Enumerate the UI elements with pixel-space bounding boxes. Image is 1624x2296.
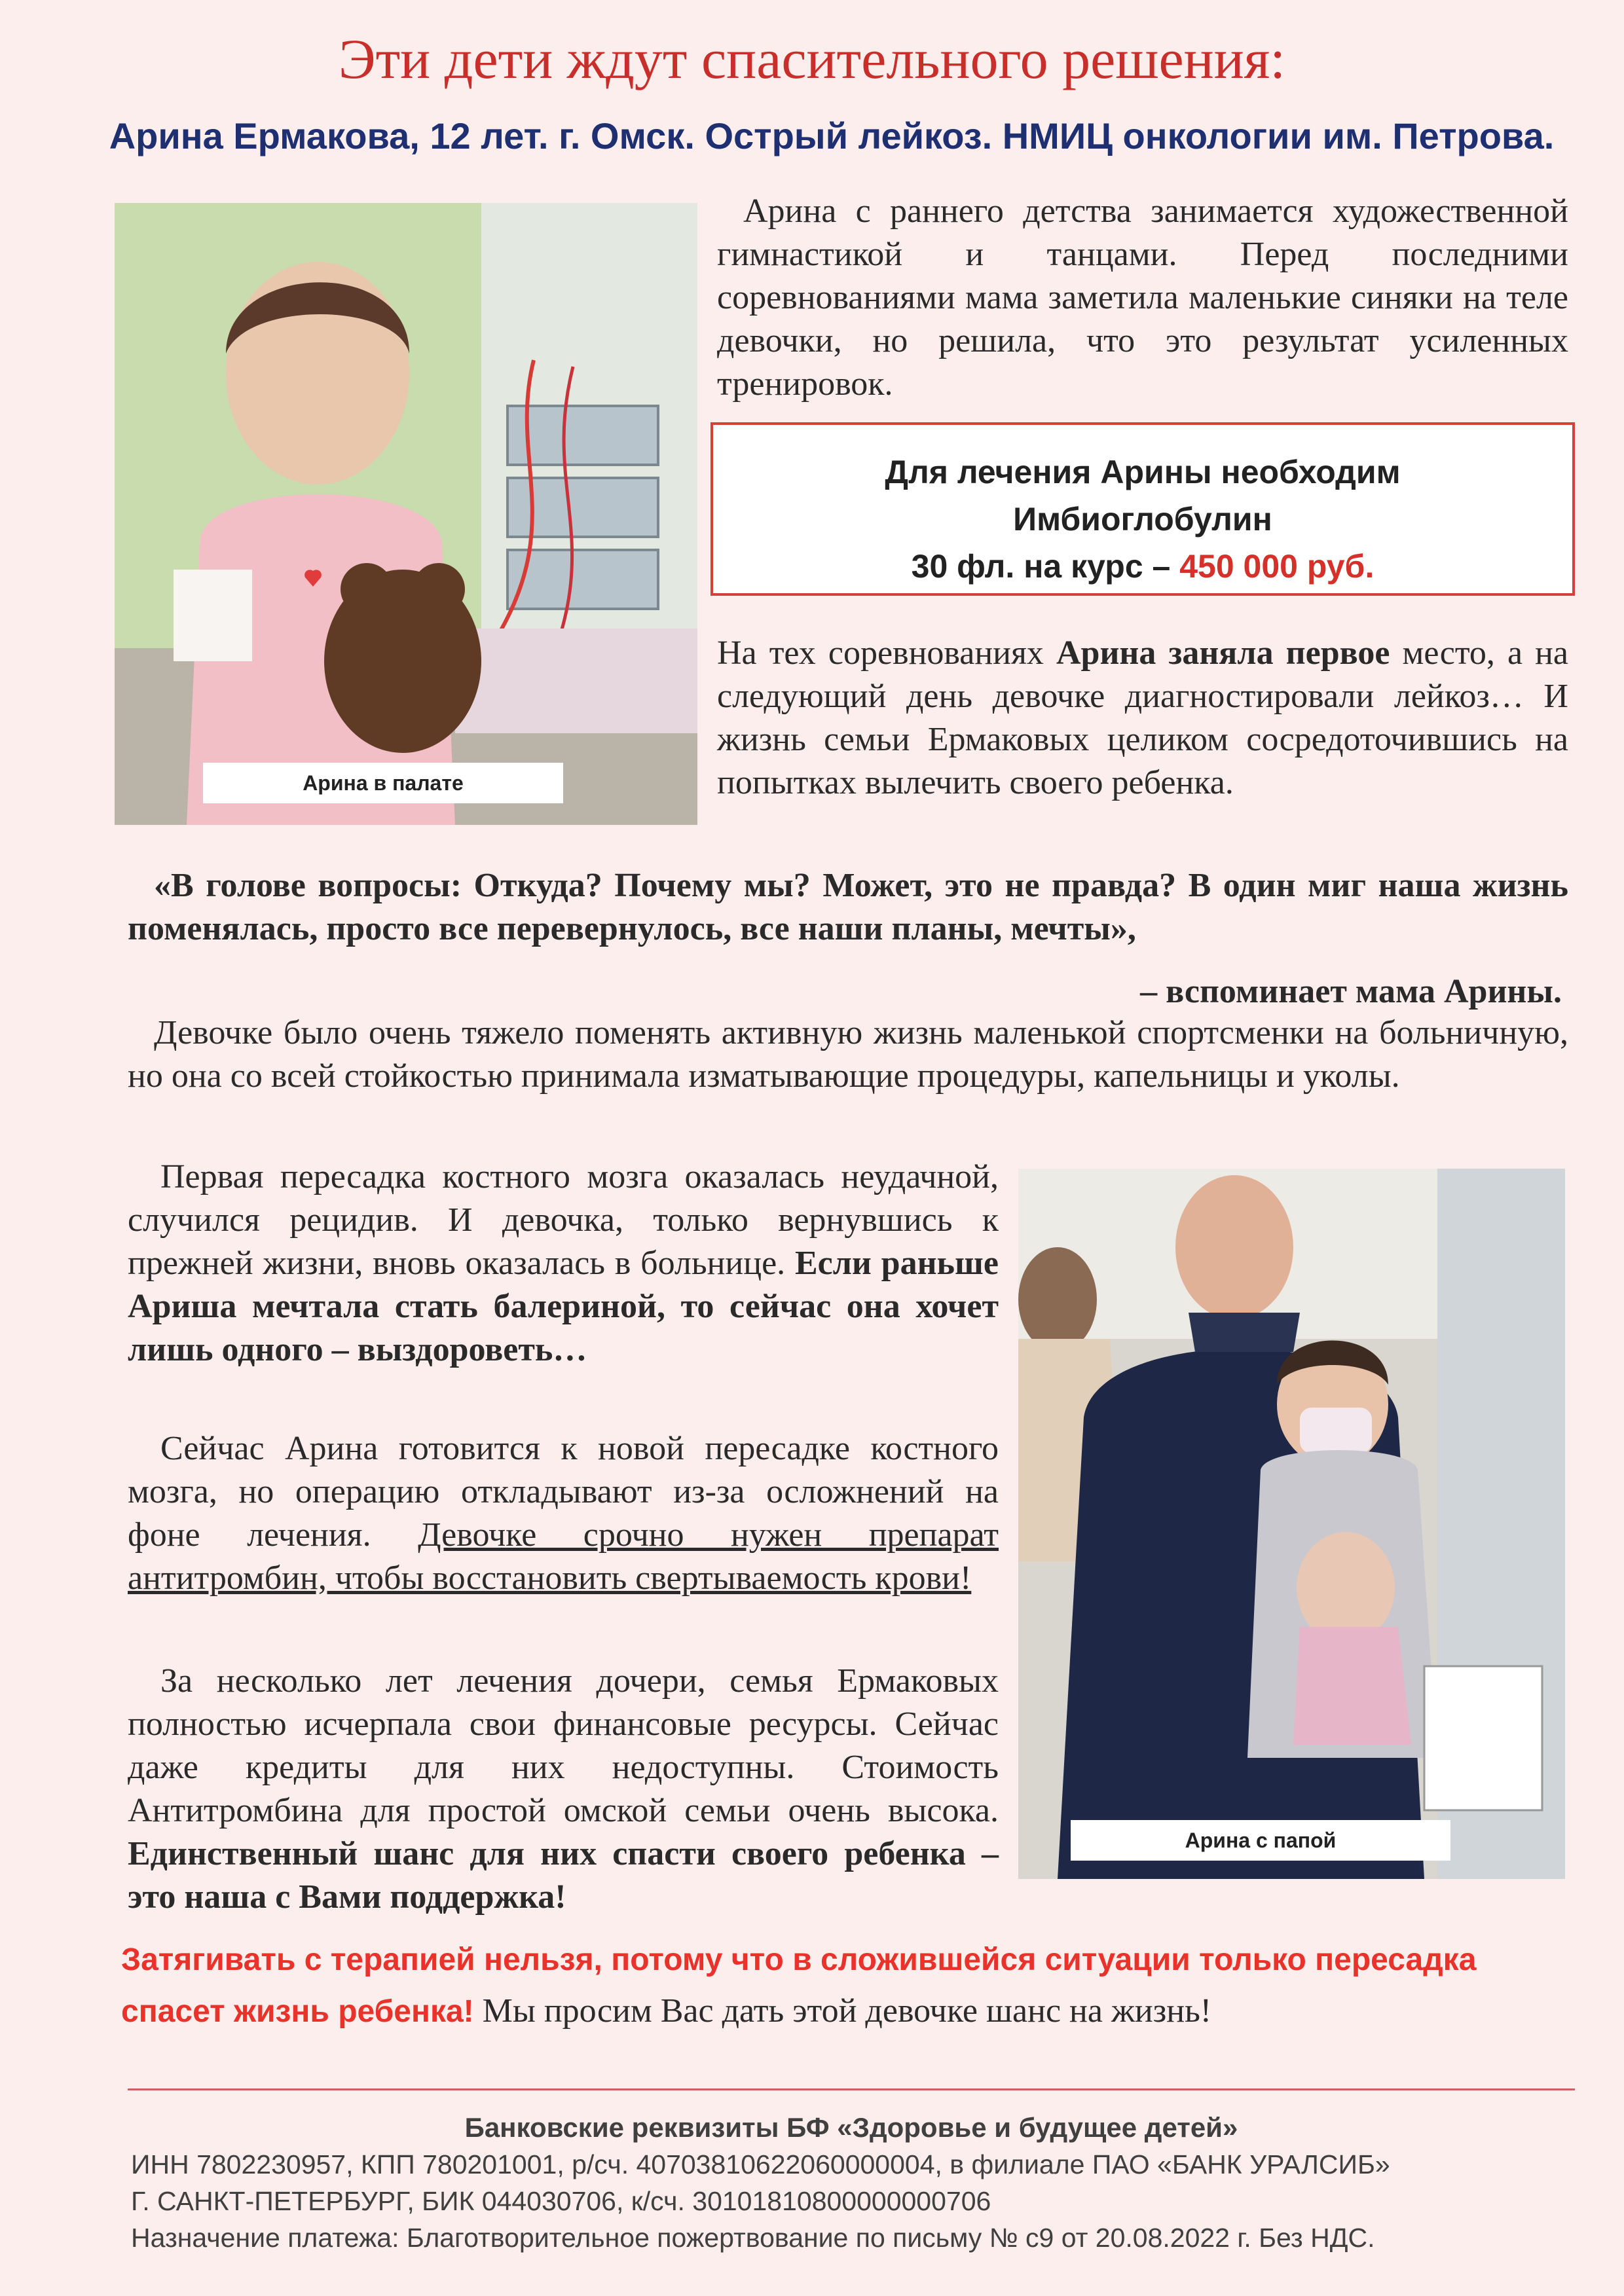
competition-text-2: место, а на следующий день девочке диагностировали лейкоз… И жизнь семьи Ермаковых целиком сосредоточившись на попытках вылечить своего ребенка. — [717, 634, 1568, 801]
bank-details-line-3: Назначение платежа: Благотворительное пожертвование по письму № с9 от 20.08.2022 г. Без НДС. — [131, 2223, 1375, 2253]
photo-arina-ward — [115, 203, 697, 825]
intro-paragraph — [717, 190, 1568, 406]
relapse-text: Первая пересадка костного мозга оказалась неудачной, случился рецидив. И девочка, только вернувшись к прежней жизни, вновь оказалась в больнице. — [128, 1158, 999, 1282]
transplant-paragraph — [128, 1427, 999, 1600]
photo-caption-arina-ward: Арина в палате — [203, 763, 563, 803]
bank-details-title: Банковские реквизиты БФ «Здоровье и будущее детей» — [464, 2112, 1238, 2143]
photo-caption-arina-dad: Арина с папой — [1071, 1820, 1450, 1861]
bank-details-line-1: ИНН 7802230957, КПП 780201001, р/сч. 40703810622060000004, в филиале ПАО «БАНК УРАЛСИБ» — [131, 2149, 1390, 2179]
finance-bold: Единственный шанс для них спасти своего ребенка – это наша с Вами поддержка! — [128, 1835, 999, 1916]
intro-text: Арина с раннего детства занимается художественной гимнастикой и танцами. Перед последними соревнованиями мама заметила маленькие синяки на теле девочки, но решила, что это результат усиленных тренировок. — [717, 192, 1568, 403]
relapse-paragraph — [128, 1156, 999, 1372]
footer-divider — [128, 2088, 1575, 2090]
transplant-underlined: Девочке срочно нужен препарат антитромбин, чтобы восстановить свертываемость крови! — [128, 1516, 999, 1597]
photo-arina-with-dad — [1018, 1169, 1565, 1879]
treatment-line-2: Имбиоглобулин — [1013, 501, 1272, 538]
competition-paragraph — [717, 632, 1568, 805]
treatment-line-1: Для лечения Арины необходим — [885, 454, 1401, 490]
treatment-box — [710, 422, 1575, 596]
hospital-paragraph — [128, 1011, 1568, 1098]
treatment-line-3 — [713, 543, 1572, 590]
page-subtitle: Арина Ермакова, 12 лет. г. Омск. Острый лейкоз. НМИЦ онкологии им. Петрова. — [109, 115, 1555, 156]
transplant-text: Сейчас Арина готовится к новой пересадке костного мозга, но операцию откладывают из-за осложнений на фоне лечения. — [128, 1430, 999, 1554]
relapse-bold: Если раньше Ариша мечтала стать балериной, то сейчас она хочет лишь одного – выздороветь… — [128, 1245, 999, 1368]
competition-text-1: На тех соревнованиях — [717, 634, 1056, 672]
urgent-appeal-red: Затягивать с терапией нельзя, потому что в сложившейся ситуации только пересадка спасет жизнь ребенка! — [121, 1942, 1477, 2029]
photo-arina-with-dad-image — [1018, 1169, 1565, 1879]
bank-details-line-2: Г. САНКТ-ПЕТЕРБУРГ, БИК 044030706, к/сч. 30101810800000000706 — [131, 2186, 991, 2216]
page-title: Эти дети ждут спасительного решения: — [338, 27, 1286, 90]
bank-details — [131, 2109, 1572, 2256]
treatment-price: 450 000 руб. — [1179, 548, 1375, 585]
mother-quote: «В голове вопросы: Откуда? Почему мы? Может, это не правда? В один миг наша жизнь поменялась, просто все перевернулось, все наши планы, мечты», — [128, 867, 1568, 947]
finance-text: За несколько лет лечения дочери, семья Ермаковых полностью исчерпала свои финансовые ресурсы. Сейчас даже кредиты для них недоступны. Стоимость Антитромбина для простой омской семьи очень высока. — [128, 1662, 999, 1829]
urgent-appeal — [121, 1935, 1562, 2037]
finance-paragraph — [128, 1660, 999, 1919]
competition-bold: Арина заняла первое — [1056, 634, 1390, 672]
urgent-appeal-text: Мы просим Вас дать этой девочке шанс на жизнь! — [473, 1992, 1212, 2030]
quote-attribution: – вспоминает мама Арины. — [1140, 973, 1562, 1010]
photo-arina-ward-image — [115, 203, 697, 825]
hospital-text: Девочке было очень тяжело поменять активную жизнь маленькой спортсменки на больничную, но она со всей стойкостью принимала изматывающие процедуры, капельницы и уколы. — [128, 1014, 1568, 1095]
treatment-quantity: 30 фл. на курс – — [911, 548, 1180, 585]
